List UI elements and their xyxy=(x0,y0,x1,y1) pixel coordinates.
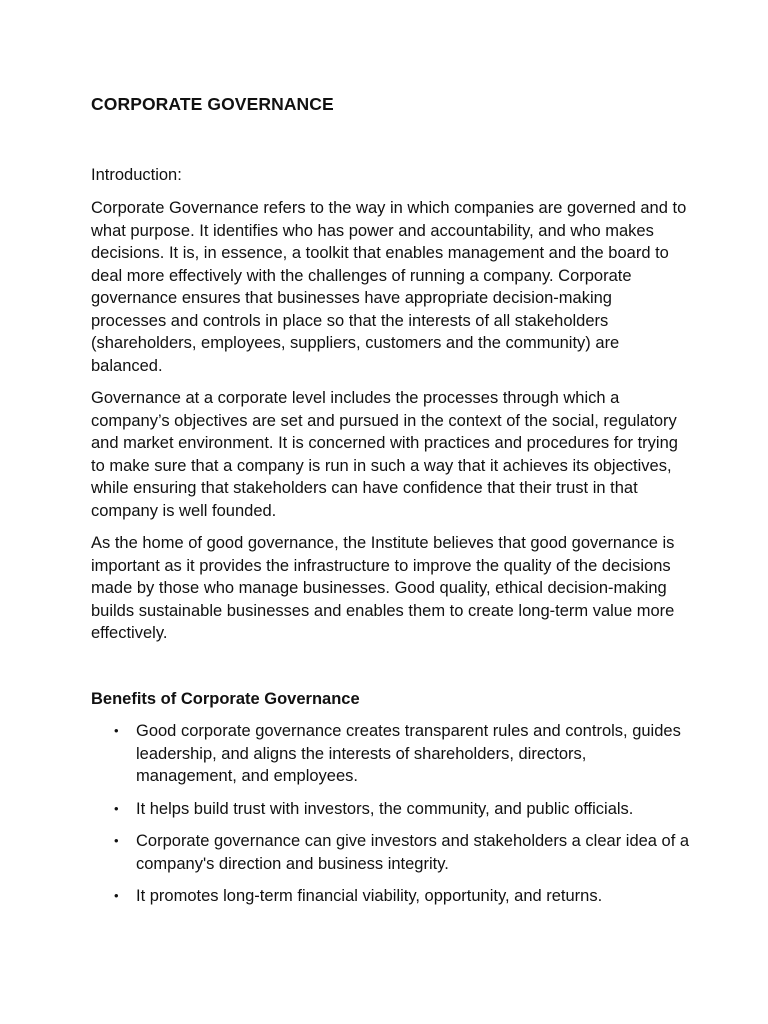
list-item-text: It helps build trust with investors, the community, and public officials. xyxy=(136,799,634,818)
list-item-text: Corporate governance can give investors and stakeholders a clear idea of a company's direction and business integrity. xyxy=(136,832,690,873)
bullet-icon: • xyxy=(114,723,119,738)
bullet-icon: • xyxy=(114,888,119,903)
benefits-heading: Benefits of Corporate Governance xyxy=(91,690,360,708)
list-item xyxy=(91,885,691,908)
bullet-icon: • xyxy=(114,800,119,816)
paragraph-definition: Corporate Governance refers to the way in which companies are governed and to what purpose. It identifies who has power and accountability, and who makes decisions. It is, in essence, a toolkit that enables management and the board to deal more effectively with the challenges of running a company. Corporate governance ensures that businesses have appropriate decision-making processes and controls in place so that the interests of all stakeholders (shareholders, employees, suppliers, customers and the community) are balanced. xyxy=(91,199,687,375)
list-item-text: Good corporate governance creates transparent rules and controls, guides leadership, and aligns the interests of shareholders, directors, management, and employees. xyxy=(136,722,681,785)
paragraph-institute: As the home of good governance, the Institute believes that good governance is important as it provides the infrastructure to improve the quality of the decisions made by those who manage businesses. Good quality, ethical decision-making builds sustainable businesses and enables them to create long-term value more effectively. xyxy=(91,534,675,642)
paragraph-corporate-level: Governance at a corporate level includes the processes through which a company’s objectives are set and pursued in the context of the social, regulatory and market environment. It is concerned with practices and procedures for trying to make sure that a company is run in such a way that it achieves its objectives, while ensuring that stakeholders can have confidence that their trust in that company is well founded. xyxy=(91,389,678,520)
document-title: CORPORATE GOVERNANCE xyxy=(91,94,334,114)
list-item xyxy=(91,798,691,821)
introduction-label: Introduction: xyxy=(91,166,182,184)
benefits-list xyxy=(91,720,691,918)
list-item xyxy=(91,830,691,875)
introduction-body xyxy=(91,197,691,655)
list-item-text: It promotes long-term financial viability, opportunity, and returns. xyxy=(136,887,603,905)
bullet-icon: • xyxy=(114,833,119,848)
list-item xyxy=(91,720,691,788)
